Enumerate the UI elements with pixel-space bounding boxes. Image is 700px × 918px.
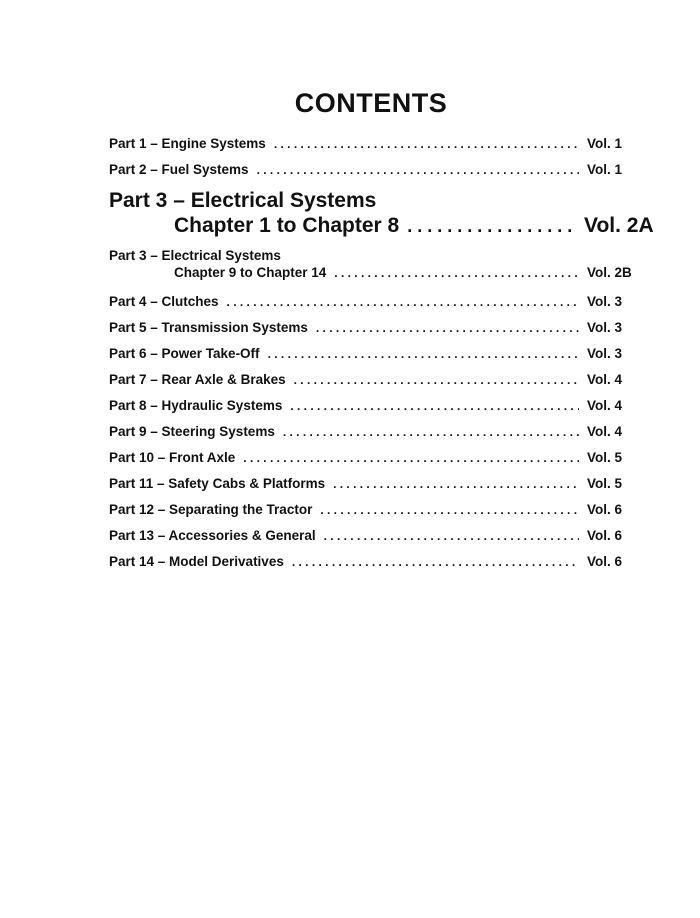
dot-leader: [292, 552, 579, 572]
toc-entry-volume: Vol. 3: [587, 320, 623, 335]
toc-entry-volume: Vol. 4: [587, 398, 623, 413]
dot-leader: [333, 474, 579, 494]
toc-entry-volume: Vol. 1: [587, 162, 623, 177]
toc-entry-part-3-vol-2a: [109, 188, 659, 240]
toc-entry-label: Part 3 – Electrical Systems: [109, 248, 281, 263]
dot-leader: [294, 370, 579, 390]
dot-leader: [268, 344, 579, 364]
toc-entry-label: Part 8 – Hydraulic Systems: [109, 398, 283, 413]
dot-leader: [227, 292, 579, 312]
toc-entry-part-3-vol-2b: [109, 248, 659, 292]
toc-entry-part-9: [109, 422, 659, 448]
toc-entry-part-2: [109, 160, 659, 186]
toc-entry-volume: Vol. 6: [587, 554, 623, 569]
toc-entry-part-13: [109, 526, 659, 552]
toc-entry-sublabel: Chapter 1 to Chapter 8: [174, 214, 400, 237]
toc-entry-label: Part 5 – Transmission Systems: [109, 320, 308, 335]
toc-entry-part-7: [109, 370, 659, 396]
dot-leader: [290, 396, 579, 416]
dot-leader: [283, 422, 579, 442]
toc-entry-part-10: [109, 448, 659, 474]
toc-entry-volume: Vol. 3: [587, 346, 623, 361]
toc-entry-volume: Vol. 2B: [587, 265, 632, 280]
toc-entry-label: Part 11 – Safety Cabs & Platforms: [109, 476, 326, 491]
toc-entry-label: Part 1 – Engine Systems: [109, 136, 266, 151]
toc-entry-volume: Vol. 5: [587, 450, 623, 465]
toc-entry-label: Part 4 – Clutches: [109, 294, 219, 309]
toc-entry-label: Part 7 – Rear Axle & Brakes: [109, 372, 286, 387]
toc-entry-part-11: [109, 474, 659, 500]
toc-entry-part-5: [109, 318, 659, 344]
toc-entry-volume: Vol. 4: [587, 372, 623, 387]
toc-entry-part-1: [109, 134, 659, 160]
toc-entry-volume: Vol. 1: [587, 136, 623, 151]
toc-entry-label: Part 13 – Accessories & General: [109, 528, 316, 543]
toc-entry-label: Part 3 – Electrical Systems: [109, 189, 377, 212]
toc-entry-volume: Vol. 6: [587, 502, 623, 517]
toc-entry-sublabel: Chapter 9 to Chapter 14: [174, 265, 327, 280]
toc-entry-volume: Vol. 2A: [584, 214, 654, 237]
toc-entry-part-12: [109, 500, 659, 526]
toc-entry-label: Part 6 – Power Take-Off: [109, 346, 260, 361]
dot-leader: [407, 214, 576, 238]
dot-leader: [316, 318, 579, 338]
table-of-contents: [109, 134, 659, 578]
toc-entry-part-6: [109, 344, 659, 370]
dot-leader: [320, 500, 579, 520]
dot-leader: [243, 448, 579, 468]
dot-leader: [334, 264, 579, 282]
toc-entry-part-8: [109, 396, 659, 422]
dot-leader: [257, 160, 579, 180]
toc-entry-part-4: [109, 292, 659, 318]
toc-entry-label: Part 12 – Separating the Tractor: [109, 502, 313, 517]
toc-entry-volume: Vol. 4: [587, 424, 623, 439]
toc-entry-label: Part 9 – Steering Systems: [109, 424, 275, 439]
toc-entry-volume: Vol. 5: [587, 476, 623, 491]
toc-entry-volume: Vol. 6: [587, 528, 623, 543]
toc-entry-label: Part 10 – Front Axle: [109, 450, 236, 465]
toc-entry-part-14: [109, 552, 659, 578]
page-title: CONTENTS: [294, 88, 448, 118]
dot-leader: [274, 134, 579, 154]
toc-entry-label: Part 14 – Model Derivatives: [109, 554, 284, 569]
toc-entry-volume: Vol. 3: [587, 294, 623, 309]
toc-entry-label: Part 2 – Fuel Systems: [109, 162, 249, 177]
dot-leader: [324, 526, 579, 546]
